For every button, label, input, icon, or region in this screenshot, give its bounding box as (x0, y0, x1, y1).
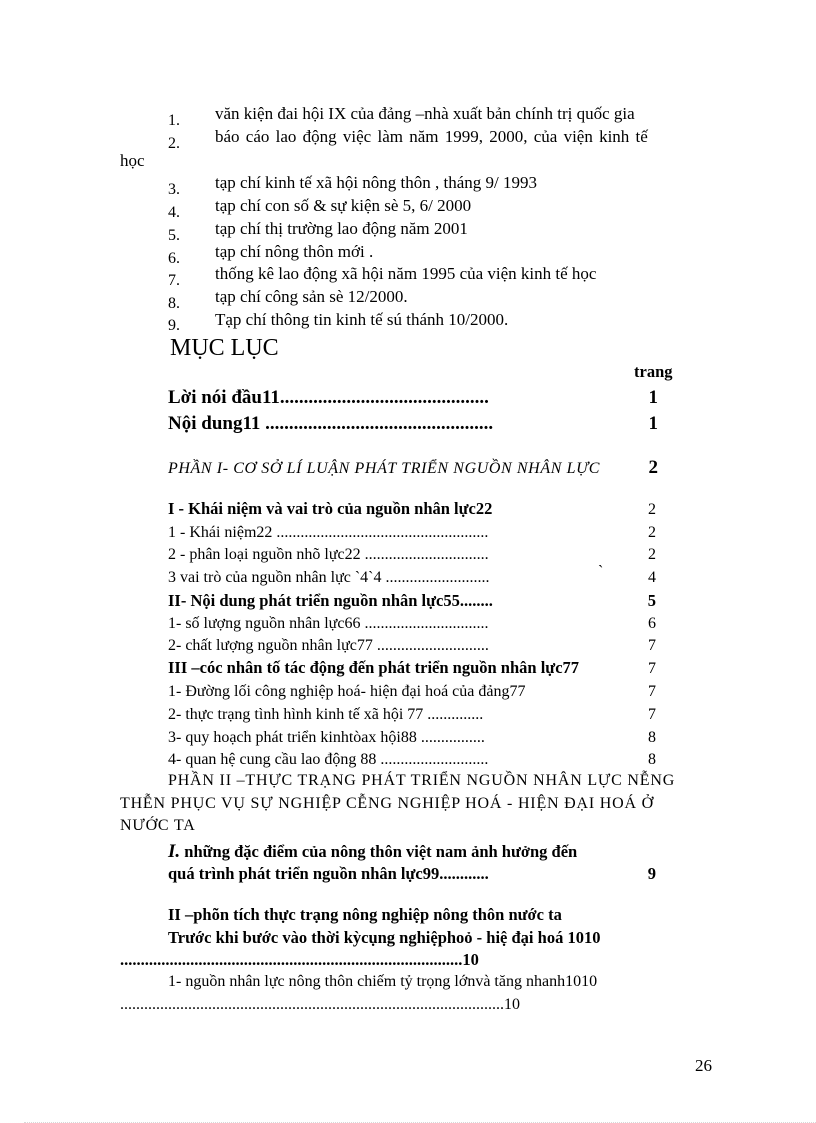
reference-number: 9. (168, 317, 180, 334)
toc-section-continuation: quá trình phát triển nguồn nhân lực99............ (168, 864, 489, 883)
reference-text-continuation: học (120, 151, 145, 170)
toc-entry-page: 9 (647, 864, 656, 883)
toc-entry-page: 7 (648, 706, 656, 723)
toc-part-heading-continuation: NƯỚC TA (120, 817, 196, 834)
reference-text: tạp chí nông thôn mới . (215, 242, 374, 261)
toc-entry: III –cóc nhân tố tác động đến phát triển nguồn nhân lực77 (168, 658, 580, 677)
reference-number: 4. (168, 204, 180, 221)
toc-page-column-label: trang (634, 362, 673, 381)
toc-entry-page: 8 (648, 729, 656, 746)
reference-text: báo cáo lao động việc làm năm 1999, 2000, của viện kinh tế (215, 127, 648, 146)
toc-entry: 1- số lượng nguồn nhân lực66 ............................... (168, 615, 489, 632)
toc-entry: 1- Đường lối công nghiệp hoá- hiện đại hoá của đảng77 (168, 683, 526, 700)
toc-entry-page: 5 (647, 591, 656, 610)
toc-entry-leader: ................................................................................................10 (120, 996, 520, 1013)
toc-section-text: những đặc điểm của nông thôn việt nam ảnh hưởng đến (180, 842, 578, 861)
toc-entry-page: 4 (648, 569, 656, 586)
toc-entry-page: 6 (648, 615, 656, 632)
toc-entry: 1 - Khái niệm22 ..................................................... (168, 524, 489, 541)
reference-number: 7. (168, 272, 180, 289)
toc-entry: 2- chất lượng nguồn nhân lực77 ............................ (168, 637, 489, 654)
reference-number: 1. (168, 112, 180, 129)
reference-number: 8. (168, 295, 180, 312)
toc-entry: 3- quy hoạch phát triển kinhtòax hội88 ................ (168, 729, 485, 746)
toc-entry: 1- nguồn nhân lực nông thôn chiếm tỷ trọng lớnvà tăng nhanh1010 (168, 973, 598, 990)
toc-entry-page: 1 (648, 387, 658, 408)
toc-entry: 2- thực trạng tình hình kinh tế xã hội 77 .............. (168, 706, 484, 723)
toc-entry-page: 7 (648, 637, 656, 654)
toc-part-heading: PHẦN II –THỰC TRẠNG PHÁT TRIỂN NGUỒN NHÂN LỰC NỄNG (168, 772, 676, 789)
toc-section-marker: I. (168, 841, 181, 862)
toc-entry: 2 - phân loại nguồn nhõ lực22 ............................... (168, 546, 489, 563)
toc-entry: 3 vai trò của nguồn nhân lực `4`4 .......................... (168, 569, 490, 586)
reference-text: văn kiện đai hội IX của đảng –nhà xuất bản chính trị quốc gia (215, 104, 635, 123)
toc-entry: Lời nói đầu11............................................ (168, 387, 489, 408)
toc-entry-page: 1 (648, 413, 658, 434)
toc-entry-page: 7 (648, 660, 656, 677)
toc-entry: Nội dung11 ................................................ (168, 413, 494, 434)
toc-entry: 4- quan hệ cung cầu lao động 88 ........................... (168, 751, 489, 768)
reference-text: tạp chí công sản sè 12/2000. (215, 287, 408, 306)
reference-text: tạp chí con số & sự kiện sè 5, 6/ 2000 (215, 196, 472, 215)
reference-text: Tạp chí thông tin kinh tế sú thánh 10/2000. (215, 310, 509, 329)
toc-entry: II- Nội dung phát triển nguồn nhân lực55........ (168, 591, 493, 610)
toc-stray-mark: ` (598, 563, 604, 580)
toc-part-heading-continuation: THỄN PHỤC VỤ SỰ NGHIỆP CỄNG NGHIỆP HOÁ - HIỆN ĐẠI HOÁ Ở (120, 795, 655, 812)
toc-entry-page: 8 (648, 751, 656, 768)
toc-entry-page: 7 (648, 683, 656, 700)
toc-part-heading: PHẦN I- CƠ SỞ LÍ LUẬN PHÁT TRIỂN NGUỒN NHÂN LỰC (168, 460, 601, 477)
reference-text: tạp chí kinh tế xã hội nông thôn , tháng 9/ 1993 (215, 173, 538, 192)
toc-section: II –phõn tích thực trạng nông nghiệp nông thôn nước ta (168, 905, 562, 924)
reference-number: 3. (168, 181, 180, 198)
page-number: 26 (695, 1056, 712, 1075)
reference-text: tạp chí thị trường lao động năm 2001 (215, 219, 468, 238)
toc-section-continuation: Trước khi bước vào thời kỳcụng nghiệphoỏ - hiệ đại hoá 1010 (168, 928, 601, 947)
toc-section-leader: ...................................................................................10 (120, 950, 479, 969)
reference-text: thống kê lao động xã hội năm 1995 của viện kinh tế học (215, 264, 597, 283)
reference-number: 5. (168, 227, 180, 244)
toc-entry-page: 2 (648, 546, 656, 563)
toc-entry-page: 2 (648, 524, 656, 541)
reference-number: 2. (168, 135, 180, 152)
toc-title: MỤC LỤC (170, 335, 279, 361)
toc-entry-page: 2 (648, 501, 656, 518)
toc-entry: I - Khái niệm và vai trò của nguồn nhân lực22 (168, 499, 493, 518)
reference-number: 6. (168, 250, 180, 267)
toc-section (168, 842, 577, 861)
toc-entry-page: 2 (648, 457, 658, 478)
